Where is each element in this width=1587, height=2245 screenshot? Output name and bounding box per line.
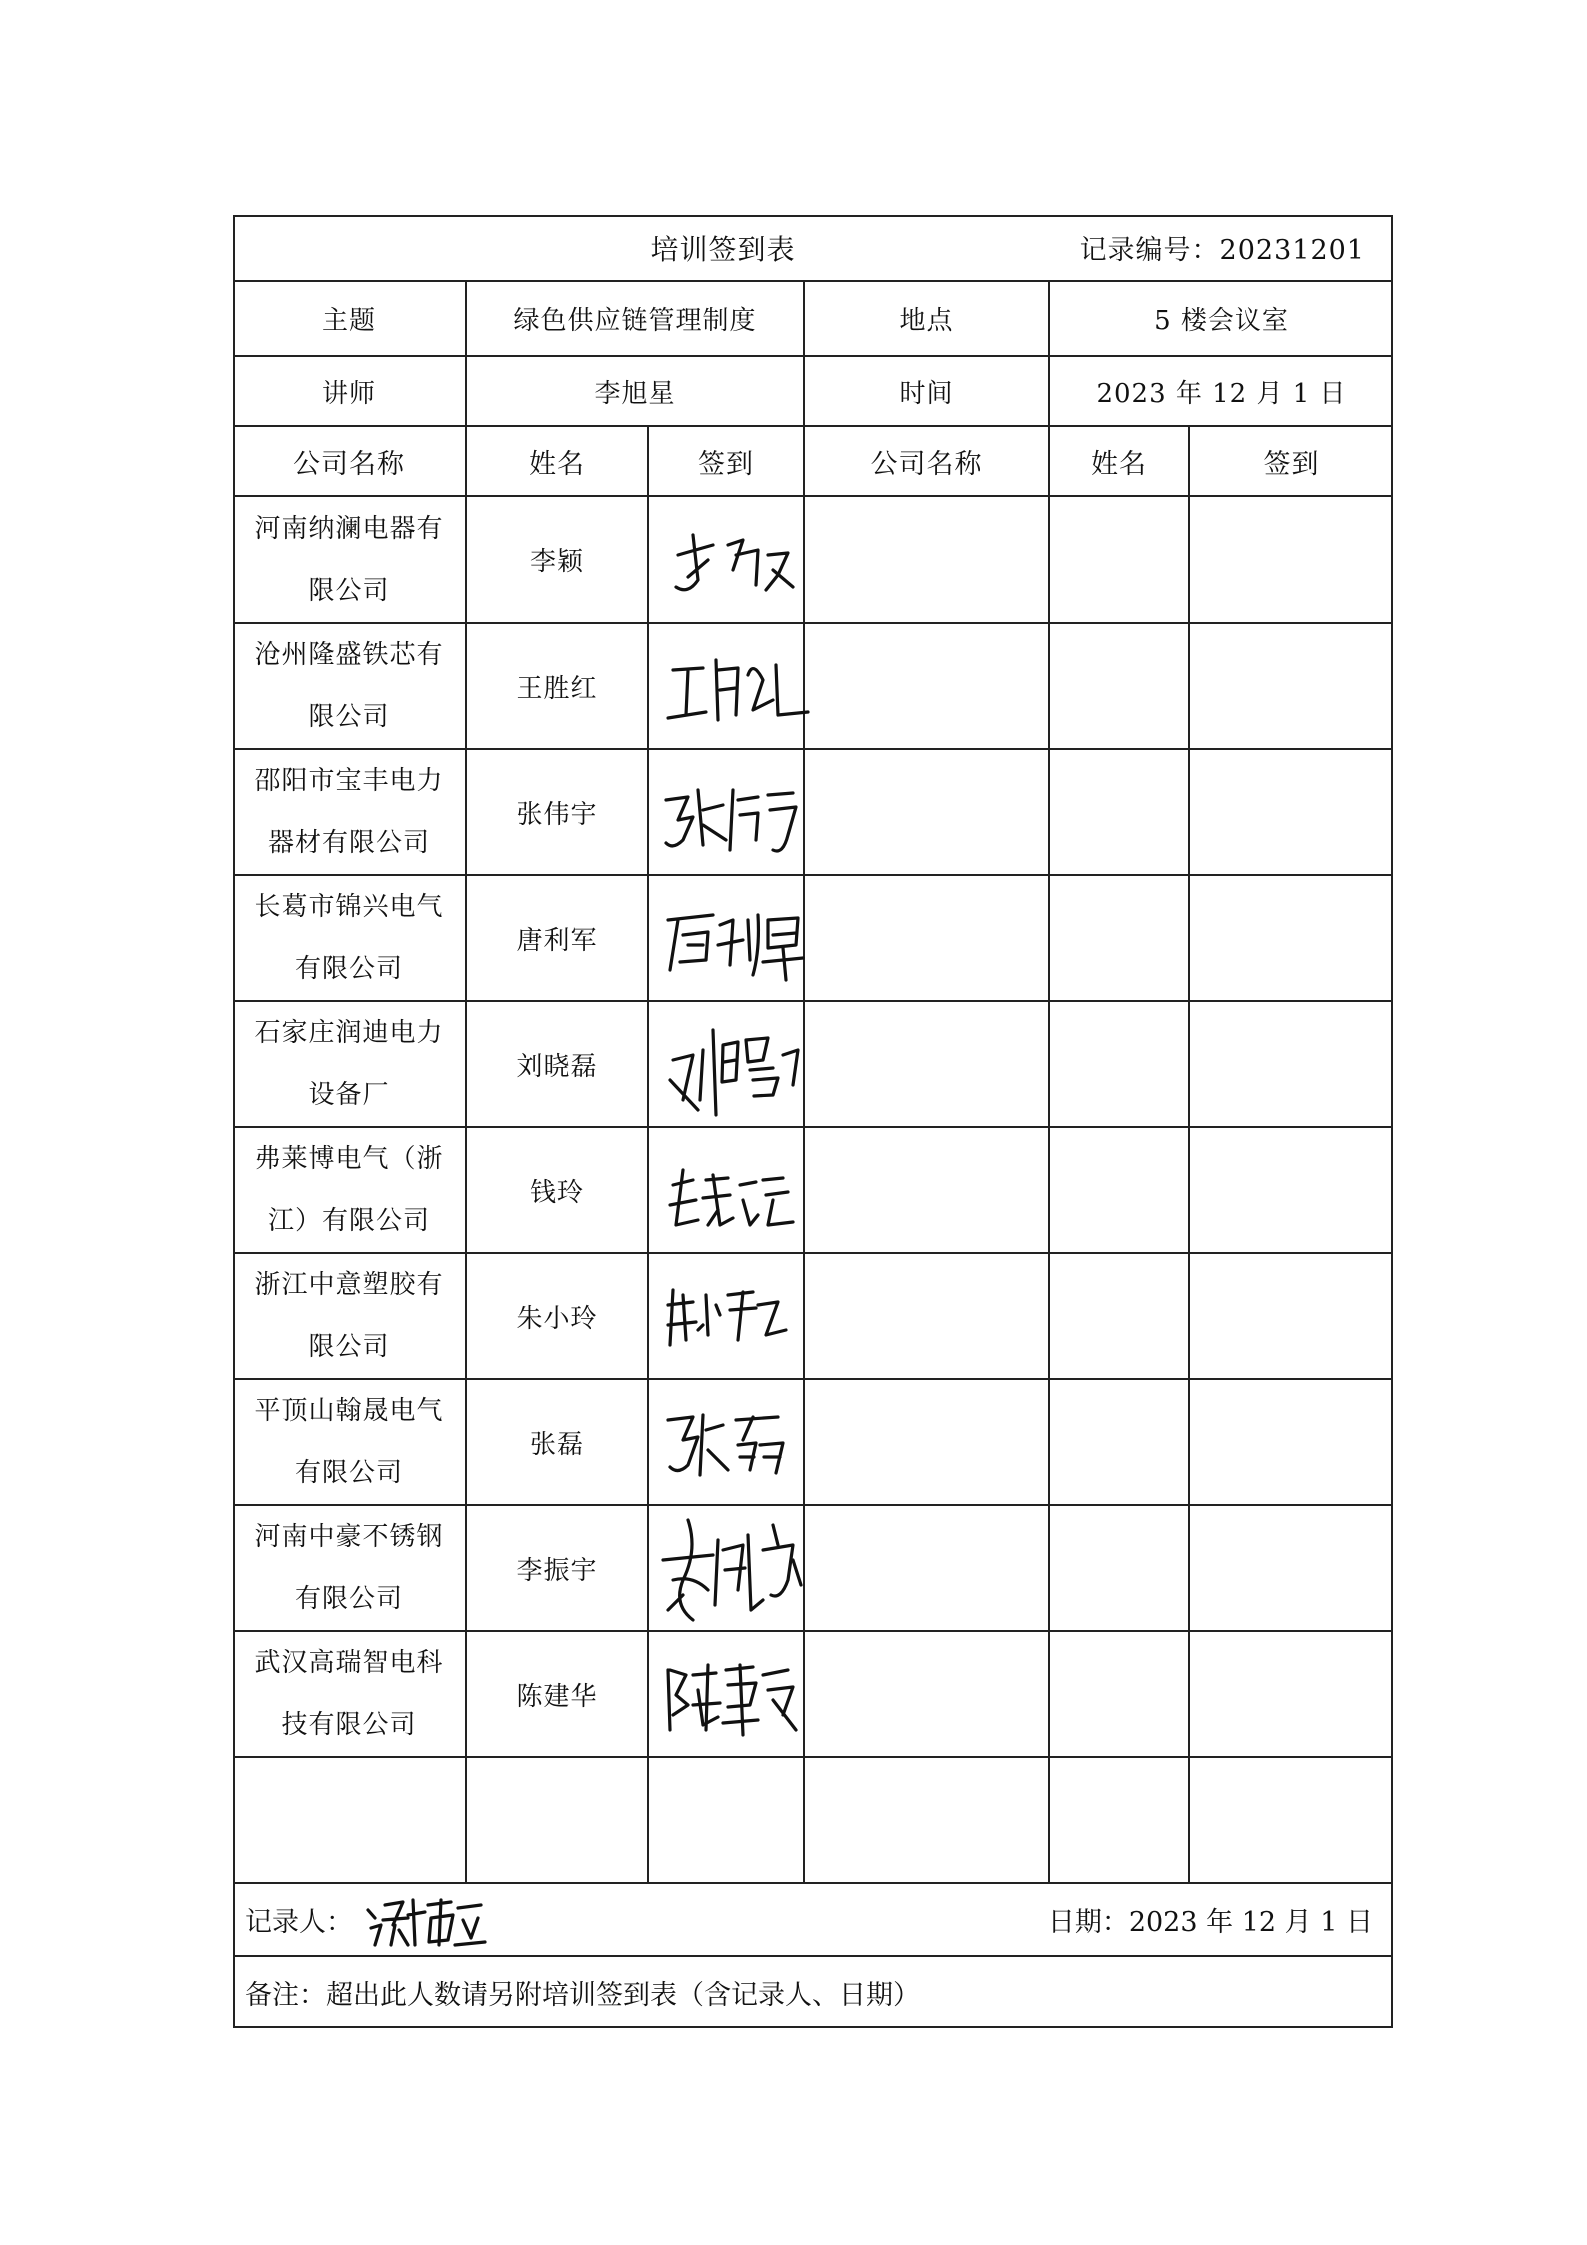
col-header-name-2: 姓名 — [1091, 448, 1147, 480]
col-header-company: 公司名称 — [293, 448, 405, 480]
signature-image — [658, 765, 803, 865]
signature-image — [658, 515, 798, 605]
location-label: 地点 — [899, 306, 954, 336]
company-line-1: 河南纳澜电器有 — [254, 513, 444, 544]
lecturer-value: 李旭星 — [594, 378, 676, 409]
table-row-name: 唐利军 — [516, 925, 598, 956]
topic-value: 绿色供应链管理制度 — [513, 306, 757, 336]
vrule-col-2 — [647, 425, 649, 1882]
table-row-name: 刘晓磊 — [516, 1051, 598, 1082]
topic-label: 主题 — [321, 306, 376, 336]
vrule-col-5 — [1188, 425, 1190, 1882]
table-row-company — [233, 1380, 465, 1504]
signature-image — [658, 1150, 798, 1240]
company-line-1: 邵阳市宝丰电力 — [254, 766, 444, 796]
table-row-company — [233, 876, 465, 1000]
company-line-1: 弗莱博电气（浙 — [254, 1144, 444, 1174]
signature-image — [658, 640, 808, 735]
company-line-2: 有限公司 — [294, 1584, 403, 1614]
recorder-label: 记录人： — [245, 1907, 353, 1938]
signature-image — [658, 1395, 798, 1490]
company-line-2: 设备厂 — [308, 1080, 390, 1110]
time-label: 时间 — [899, 378, 954, 409]
table-row-name: 朱小玲 — [516, 1303, 598, 1334]
signature-image — [658, 1270, 798, 1355]
table-row-company — [233, 1002, 465, 1126]
signature-image — [658, 1010, 803, 1125]
table-row-company — [233, 497, 465, 622]
company-line-2: 器材有限公司 — [267, 828, 430, 858]
table-row-company — [233, 624, 465, 748]
company-line-2: 限公司 — [308, 702, 390, 732]
company-line-2: 限公司 — [308, 575, 390, 606]
lecturer-label: 讲师 — [321, 378, 376, 409]
company-line-2: 技有限公司 — [281, 1710, 417, 1740]
company-line-1: 沧州隆盛铁芯有 — [254, 640, 444, 670]
record-number: 记录编号：20231201 — [1079, 235, 1365, 266]
signature-image — [658, 1645, 798, 1745]
table-row-name: 陈建华 — [516, 1681, 598, 1712]
table-row-company — [233, 1632, 465, 1756]
company-line-1: 长葛市锦兴电气 — [254, 892, 444, 922]
signature-image — [653, 1510, 803, 1630]
record-date: 日期：2023 年 12 月 1 日 — [1047, 1907, 1373, 1938]
company-line-1: 河南中豪不锈钢 — [254, 1522, 444, 1552]
rule-row-10 — [233, 1756, 1393, 1758]
vrule-col-4 — [1048, 425, 1050, 1882]
form-title: 培训签到表 — [650, 232, 796, 266]
table-row-company — [233, 1128, 465, 1252]
table-row-company — [233, 1254, 465, 1378]
table-row-name: 李颖 — [529, 547, 584, 577]
table-row-name: 张伟宇 — [516, 799, 598, 830]
table-row-name: 李振宇 — [516, 1555, 598, 1586]
company-line-1: 平顶山翰晟电气 — [254, 1396, 444, 1426]
signature-image — [658, 890, 803, 990]
table-row-company — [233, 750, 465, 874]
company-line-1: 浙江中意塑胶有 — [254, 1270, 444, 1300]
sign-in-sheet — [233, 215, 1393, 2028]
company-line-1: 石家庄润迪电力 — [254, 1018, 444, 1048]
recorder-signature-image — [363, 1890, 488, 1950]
col-header-company-2: 公司名称 — [870, 448, 983, 480]
company-line-2: 有限公司 — [294, 1458, 403, 1488]
table-row-name: 王胜红 — [516, 673, 598, 704]
table-row-name: 张磊 — [529, 1429, 584, 1460]
col-header-name: 姓名 — [529, 448, 585, 480]
time-value: 2023 年 12 月 1 日 — [1096, 378, 1347, 409]
table-row-name: 钱玲 — [529, 1177, 584, 1208]
col-header-sign: 签到 — [698, 448, 754, 480]
remarks: 备注：超出此人数请另附培训签到表（含记录人、日期） — [245, 1980, 920, 2011]
company-line-1: 武汉高瑞智电科 — [254, 1648, 444, 1678]
table-row-company — [233, 1506, 465, 1630]
company-line-2: 江）有限公司 — [267, 1206, 430, 1236]
location-value: 5 楼会议室 — [1154, 306, 1289, 336]
col-header-sign-2: 签到 — [1263, 448, 1320, 480]
company-line-2: 有限公司 — [294, 954, 403, 984]
company-line-2: 限公司 — [308, 1332, 390, 1362]
